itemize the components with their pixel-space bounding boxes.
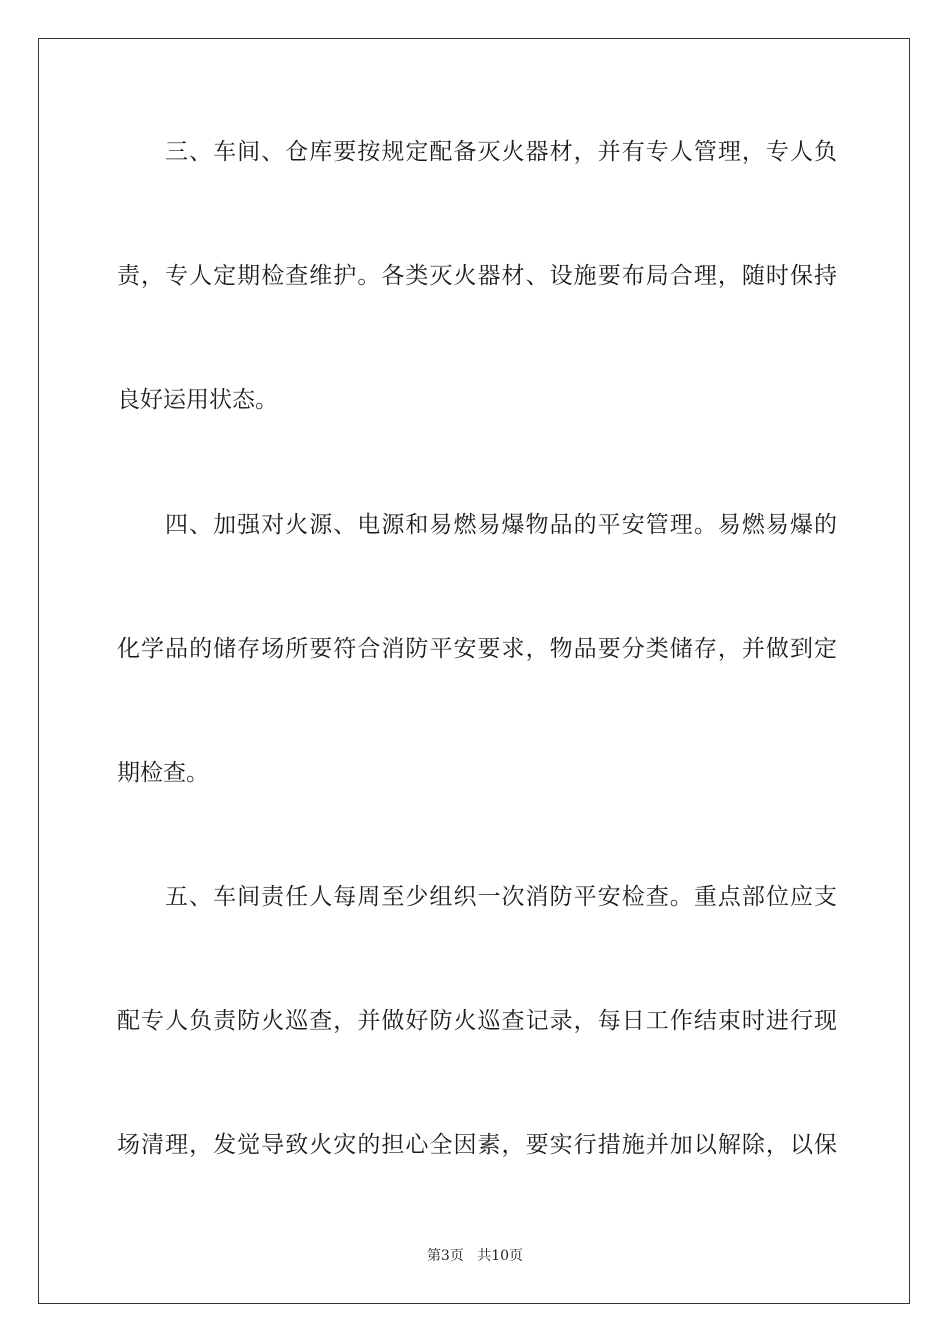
page-number: 第3页: [426, 1248, 464, 1264]
paragraph-1-line-1: 三、车间、仓库要按规定配备灭火器材，并有专人管理，专人负: [165, 139, 837, 165]
page-footer: [0, 1247, 950, 1265]
paragraph-1-line-2: 责，专人定期检查维护。各类灭火器材、设施要布局合理，随时保持: [117, 263, 837, 289]
paragraph-3-line-1: 五、车间责任人每周至少组织一次消防平安检查。重点部位应支: [165, 884, 837, 910]
page-border: [38, 38, 910, 1304]
paragraph-2-line-1: 四、加强对火源、电源和易燃易爆物品的平安管理。易燃易爆的: [165, 512, 837, 538]
total-pages: 共10页: [477, 1248, 524, 1264]
paragraph-3-line-2: 配专人负责防火巡查，并做好防火巡查记录，每日工作结束时进行现: [117, 1008, 837, 1034]
paragraph-2-line-2: 化学品的储存场所要符合消防平安要求，物品要分类储存，并做到定: [117, 636, 837, 662]
paragraph-2-line-3: 期检查。: [117, 760, 209, 786]
paragraph-1-line-3: 良好运用状态。: [117, 387, 278, 413]
paragraph-3-line-3: 场清理，发觉导致火灾的担心全因素，要实行措施并加以解除，以保: [117, 1132, 837, 1158]
